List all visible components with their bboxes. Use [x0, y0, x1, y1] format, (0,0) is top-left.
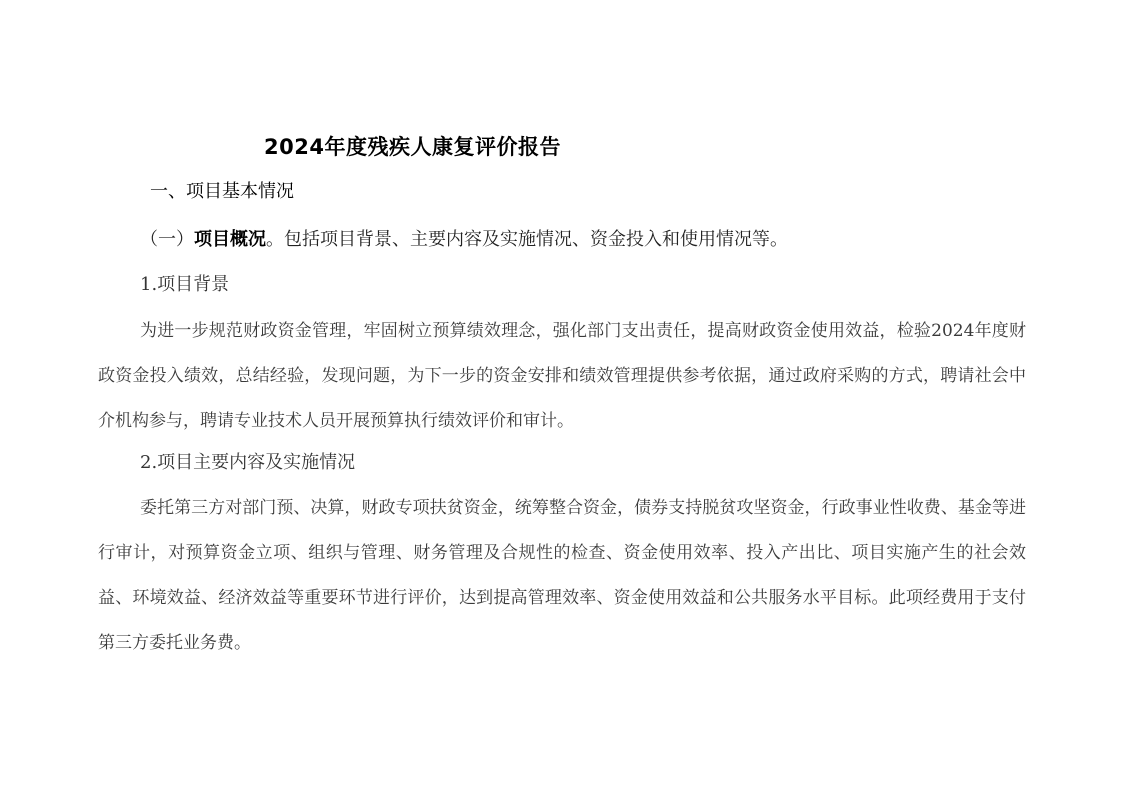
- paragraph-content: 委托第三方对部门预、决算，财政专项扶贫资金，统筹整合资金，债券支持脱贫攻坚资金，行政事业性收费、基金等进行审计，对预算资金立项、组织与管理、财务管理及合规性的检查、资金使用效率、投入产出比、项目实施产生的社会效益、环境效益、经济效益等重要环节进行评价，达到提高管理效率、资金使用效益和公共服务水平目标。此项经费用于支付第三方委托业务费。: [98, 498, 1026, 653]
- item-heading-content: 2.项目主要内容及实施情况: [140, 452, 356, 473]
- subsection-heading-overview: [140, 228, 788, 252]
- section-heading-basic-info: 一、项目基本情况: [150, 181, 294, 202]
- document-title: 2024年度残疾人康复评价报告: [264, 135, 561, 159]
- subsection-prefix: （一）: [140, 229, 194, 250]
- subsection-bold-label: 项目概况: [194, 229, 266, 250]
- paragraph-background: 为进一步规范财政资金管理，牢固树立预算绩效理念，强化部门支出责任，提高财政资金使用效益，检验2024年度财政资金投入绩效，总结经验，发现问题，为下一步的资金安排和绩效管理提供参考依据，通过政府采购的方式，聘请社会中介机构参与，聘请专业技术人员开展预算执行绩效评价和审计。: [98, 321, 1026, 431]
- subsection-description: 。包括项目背景、主要内容及实施情况、资金投入和使用情况等。: [266, 229, 788, 250]
- item-heading-background: 1.项目背景: [140, 274, 230, 295]
